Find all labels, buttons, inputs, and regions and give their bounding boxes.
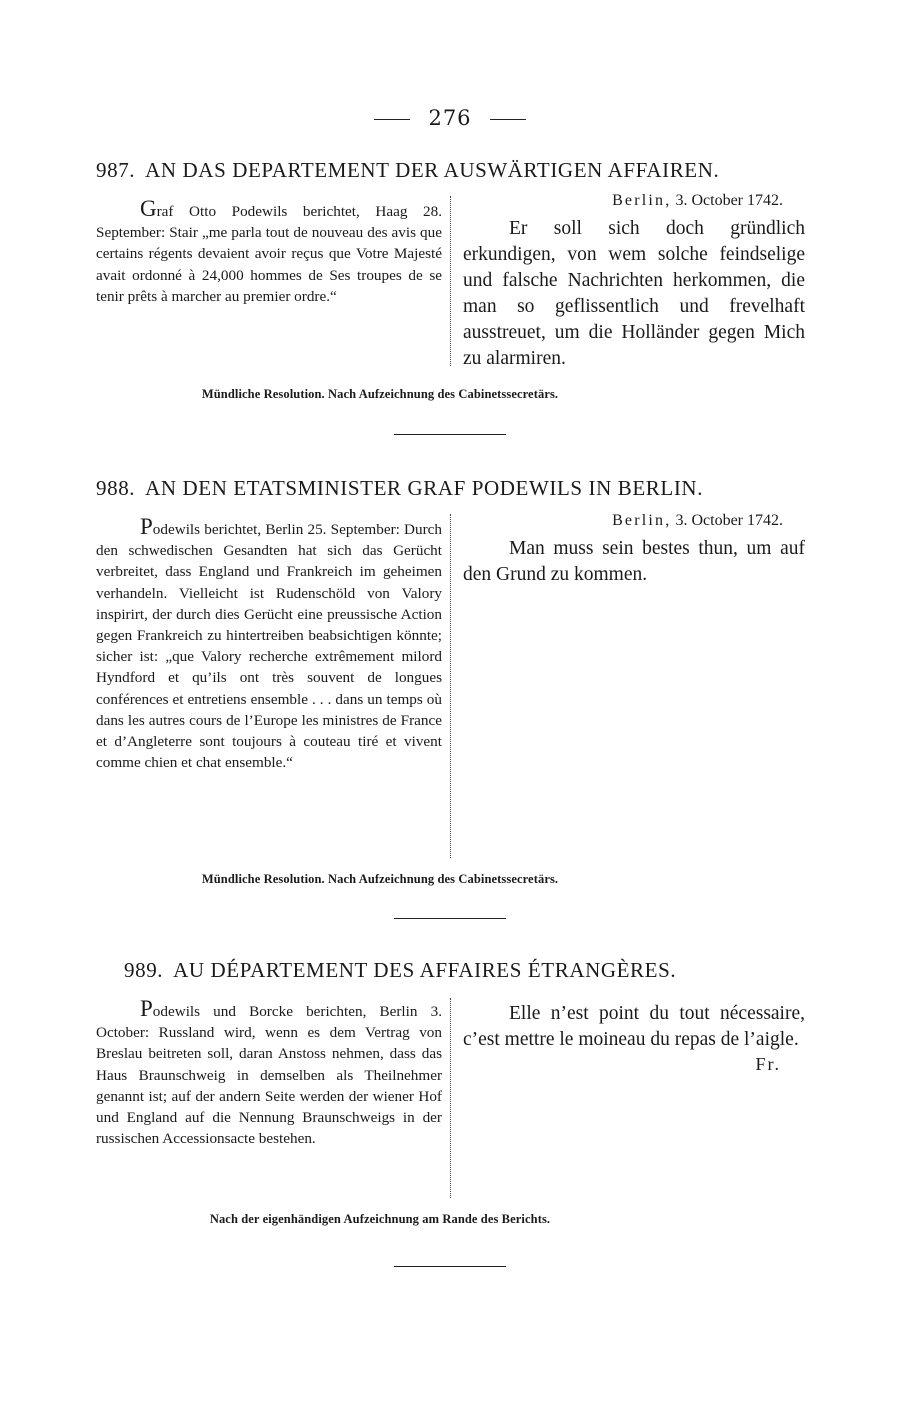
section-heading-988 — [96, 476, 808, 501]
section-separator — [394, 1266, 506, 1267]
section-heading-987 — [96, 158, 808, 183]
source-note-989: Nach der eigenhändigen Aufzeichnung am Rande des Berichts. — [209, 1212, 551, 1226]
initial-letter: P — [140, 514, 153, 539]
section-title: AN DAS DEPARTEMENT DER AUSWÄRTIGEN AFFAIREN. — [145, 158, 720, 182]
resolution-text: Man muss sein bestes thun, um auf den Grund zu kommen. — [463, 538, 805, 585]
resolution-text: Elle n’est point du tout nécessaire, c’est mettre le moineau du repas de l’aigle. — [463, 1003, 805, 1050]
report-summary-988 — [96, 516, 442, 773]
initial-letter: P — [140, 996, 153, 1021]
section-separator — [394, 918, 506, 919]
section-heading-989 — [124, 958, 836, 983]
source-note-988: Mündliche Resolution. Nach Aufzeichnung des Cabinetssecretärs. — [201, 872, 559, 886]
page-number — [0, 106, 900, 130]
page-number-dash-left — [374, 119, 410, 120]
resolution-987 — [463, 190, 805, 372]
page-number-text: 276 — [428, 106, 472, 130]
resolution-989 — [463, 1001, 805, 1077]
dateline: Berlin, 3. October 1742. — [612, 192, 783, 209]
page-number-dash-right — [490, 119, 526, 120]
report-summary-989 — [96, 998, 442, 1149]
signature: Fr. — [755, 1054, 781, 1074]
resolution-988 — [463, 510, 805, 588]
report-text: odewils und Borcke berichten, Berlin 3. October: Russland wird, wenn es dem Vertrag von Breslau beitreten soll, daran Anstoss nehmen, dass das Haus Braunschweig in demselben als Theilnehmer genannt ist; auf der andern Seite werden der wiener Hof und England auf die Nennung Braunschweigs in der russischen Accessionsacte bestehen. — [96, 1003, 442, 1148]
column-divider — [450, 196, 451, 366]
report-text: odewils berichtet, Berlin 25. September: Durch den schwedischen Gesandten hat sich das Gerücht verbreitet, dass England und Frankreich im geheimen verhandeln. Vielleicht ist Rudenschöld von Valory inspirirt, der durch dies Gerücht eine preussische Action gegen Frankreich zu hintertreiben beabsichtigen könnte; sicher ist: „que Valory recherche extrêmement milord Hyndford et qu’ils ont très souvent de longues conférences et entretiens ensemble . . . dans un temps où dans les autres cours de l’Europe les ministres de France et d’Angleterre sont toujours à couteau tiré et vivent comme chien et chat ensemble.“ — [96, 521, 442, 772]
initial-letter: G — [140, 196, 157, 221]
section-title: AN DEN ETATSMINISTER GRAF PODEWILS IN BERLIN. — [145, 476, 704, 500]
section-number: 987. — [96, 158, 136, 182]
report-text: raf Otto Podewils berichtet, Haag 28. September: Stair „me parla tout de nouveau des avis que certains régents devaient avoir reçus que Votre Majesté avait ordonné à 24,000 hommes de Ses troupes de se tenir prêts à marcher au premier ordre.“ — [96, 203, 442, 305]
resolution-text: Er soll sich doch gründlich erkundigen, von wem solche feindselige und falsche Nachrichten herkommen, die man so geflissentlich und frevelhaft ausstreuet, um die Holländer gegen Mich zu alarmiren. — [463, 218, 805, 369]
section-number: 988. — [96, 476, 136, 500]
section-title: AU DÉPARTEMENT DES AFFAIRES ÉTRANGÈRES. — [173, 958, 677, 982]
section-number: 989. — [124, 958, 164, 982]
dateline: Berlin, 3. October 1742. — [612, 512, 783, 529]
report-summary-987 — [96, 198, 442, 307]
column-divider — [450, 514, 451, 858]
source-note-987: Mündliche Resolution. Nach Aufzeichnung des Cabinetssecretärs. — [201, 387, 559, 401]
section-separator — [394, 434, 506, 435]
column-divider — [450, 998, 451, 1198]
